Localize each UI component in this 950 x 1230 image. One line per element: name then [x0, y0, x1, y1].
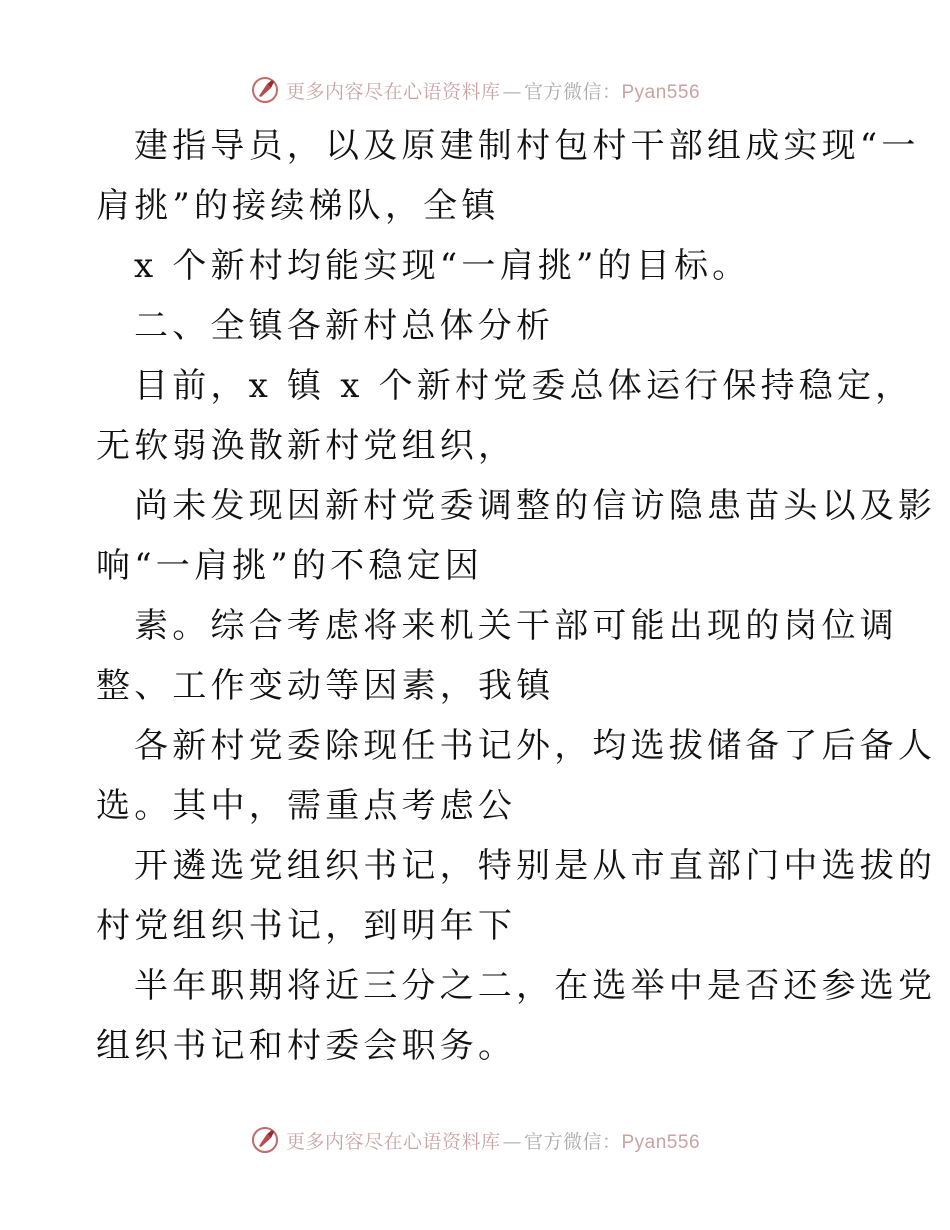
watermark-text: [286, 77, 700, 104]
document-body: [96, 116, 937, 1076]
section-heading: 二、全镇各新村总体分析: [134, 306, 555, 346]
watermark-sub: 官方微信：: [523, 1130, 622, 1153]
footer-watermark: [0, 1122, 950, 1158]
watermark-id: Pyan556: [621, 1131, 701, 1153]
watermark-separator: —: [502, 80, 522, 103]
body-line: 村党组织书记，到明年下: [96, 906, 517, 946]
body-line: x 个新村均能实现“一肩挑”的目标。: [134, 246, 751, 286]
watermark-sub: 官方微信：: [523, 80, 622, 103]
body-line: 整、工作变动等因素，我镇: [96, 666, 555, 706]
watermark-id: Pyan556: [621, 81, 701, 103]
watermark-main: 更多内容尽在心语资料库: [285, 80, 501, 103]
body-line: 无软弱涣散新村党组织，: [96, 426, 517, 466]
header-watermark: [0, 72, 950, 108]
body-line: 目前，x 镇 x 个新村党委总体运行保持稳定，: [134, 366, 914, 406]
body-line: 素。综合考虑将来机关干部可能出现的岗位调: [134, 606, 898, 646]
body-line: 各新村党委除现任书记外，均选拔储备了后备人: [134, 726, 937, 766]
body-line: 肩挑”的接续梯队，全镇: [96, 186, 500, 226]
body-line: 选。其中，需重点考虑公: [96, 786, 517, 826]
watermark-separator: —: [502, 1130, 522, 1153]
body-line: 半年职期将近三分之二，在选举中是否还参选党: [134, 966, 937, 1006]
body-line: 组织书记和村委会职务。: [96, 1026, 517, 1066]
body-line: 开遴选党组织书记，特别是从市直部门中选拔的: [134, 846, 937, 886]
watermark-text: [286, 1127, 700, 1154]
body-line: 建指导员，以及原建制村包村干部组成实现“一: [134, 126, 920, 166]
body-line: 尚未发现因新村党委调整的信访隐患苗头以及影: [134, 486, 937, 526]
watermark-main: 更多内容尽在心语资料库: [285, 1130, 501, 1153]
body-line: 响“一肩挑”的不稳定因: [96, 546, 483, 586]
pen-nib-logo-icon: [250, 1125, 280, 1155]
pen-nib-logo-icon: [250, 75, 280, 105]
